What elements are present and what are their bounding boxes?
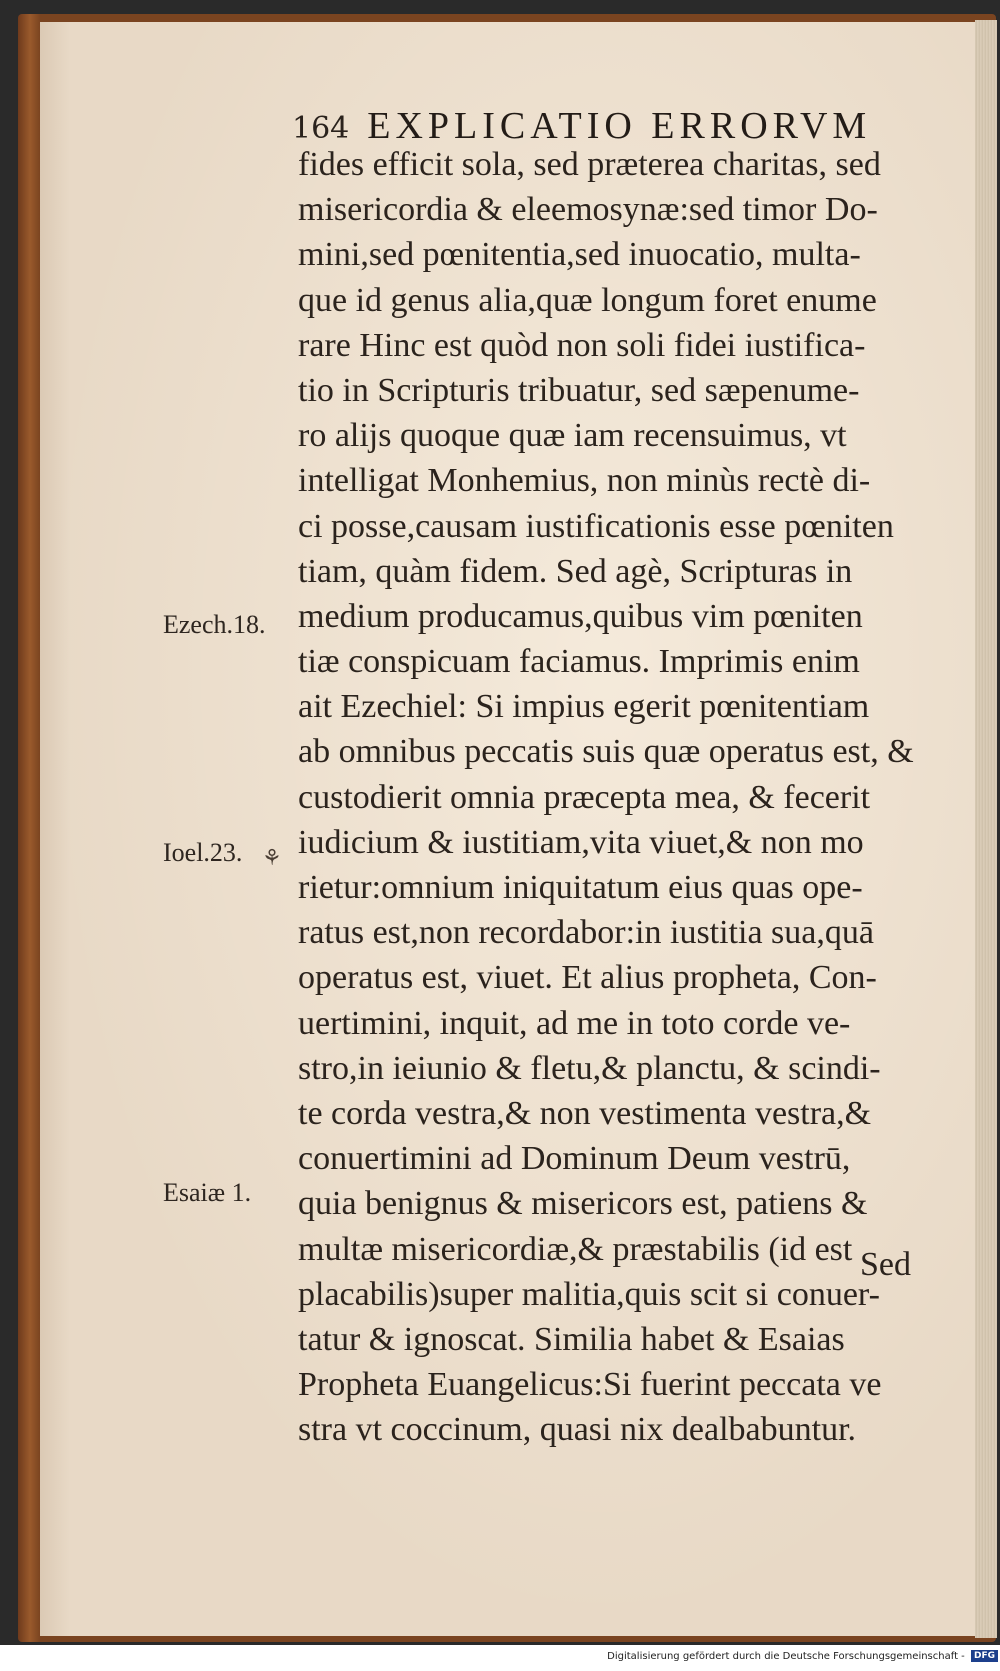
text-line: Propheta Euangelicus:Si fuerint peccata ve [298,1366,882,1404]
marginal-symbol: ⚘ [262,846,282,871]
text-line: tiæ conspicuam faciamus. Imprimis enim [298,643,860,681]
text-line: tio in Scripturis tribuatur, sed sæpenume- [298,371,860,409]
text-line: fides efficit sola, sed præterea charitas, sed [298,146,881,183]
credit-text: Digitalisierung gefördert durch die Deutsche Forschungsgemeinschaft - [607,1651,965,1662]
text-line: ratus est,non recordabor:in iustitia sua,quā [298,914,874,952]
text-line: ro alijs quoque quæ iam recensuimus, vt [298,417,847,455]
text-line: stra vt coccinum, quasi nix dealbabuntur. [298,1411,857,1449]
catchword: Sed [860,1246,911,1283]
text-line: stro,in ieiunio & fletu,& planctu, & scindi- [298,1049,881,1087]
text-line: ait Ezechiel: Si impius egerit pœnitentiam [298,688,870,726]
text-line: placabilis)super malitia,quis scit si conuer- [298,1275,880,1313]
text-line: que id genus alia,quæ longum foret enume [298,281,877,319]
running-head: EXPLICATIO ERRORVM [367,105,872,147]
text-line: rietur:omnium iniquitatum eius quas ope- [298,869,863,906]
marginal-note-ezechiel: Ezech.18. [163,610,266,639]
text-line: mini,sed pœnitentia,sed inuocatio, multa- [298,236,861,274]
page-fore-edge [975,20,997,1638]
text-line: custodierit omnia præcepta mea, & fecerit [298,778,871,816]
text-line: uertimini, inquit, ad me in toto corde ve- [298,1004,851,1042]
text-line: conuertimini ad Dominum Deum vestrū, [298,1140,851,1178]
text-line: ci posse,causam iustificationis esse pœniten [298,507,894,545]
marginal-note-ioel: Ioel.23. [163,838,243,867]
digitization-credit [0,1650,998,1670]
text-line: misericordia & eleemosynæ:sed timor Do- [298,191,878,229]
text-line: tiam, quàm fidem. Sed agè, Scripturas in [298,552,853,590]
page-number: 164 [292,111,350,146]
text-line: te corda vestra,& non vestimenta vestra,& [298,1094,872,1132]
text-line: rare Hinc est quòd non soli fidei iustifica- [298,326,866,364]
text-line: medium producamus,quibus vim pœniten [298,597,863,635]
marginal-note-esaias: Esaiæ 1. [163,1178,252,1207]
text-line: intelligat Monhemius, non minùs rectè di- [298,462,871,500]
text-line: quia benignus & misericors est, patiens & [298,1185,868,1223]
text-line: multæ misericordiæ,& præstabilis (id est [298,1230,853,1268]
dfg-logo: DFG [971,1650,998,1662]
text-line: ab omnibus peccatis suis quæ operatus est, & [298,733,914,771]
text-line: tatur & ignoscat. Similia habet & Esaias [298,1320,845,1358]
body-text [298,142,958,1452]
text-line: iudicium & iustitiam,vita viuet,& non mo [298,823,864,861]
text-line: operatus est, viuet. Et alius propheta, Con- [298,959,877,997]
